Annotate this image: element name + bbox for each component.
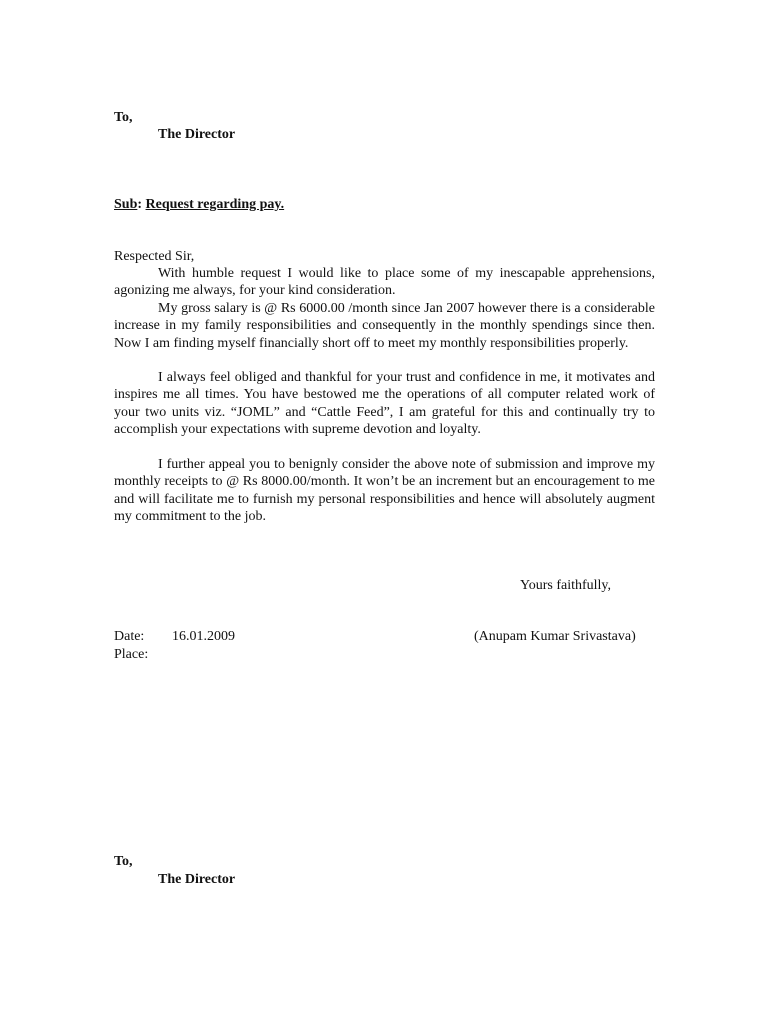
place-label: Place:	[114, 647, 149, 662]
subject-label: Sub	[114, 197, 138, 212]
subject-text: Request regarding pay.	[145, 197, 285, 212]
page2-to-label: To,	[114, 854, 133, 869]
date-value: 16.01.2009	[172, 629, 235, 644]
closing: Yours faithfully,	[520, 578, 612, 593]
to-label: To,	[114, 110, 133, 125]
body-paragraph-3: I always feel obliged and thankful for your trust and confidence in me, it motivates and inspires me all times. You have bestowed me the operations of all computer related work of your two units viz. “JOML” and “Cattle Feed”, I am grateful for this and continually try to accomplish your expectations with supreme devotion and loyalty.	[114, 370, 655, 438]
body-paragraph-1: With humble request I would like to place some of my inescapable apprehensions, agonizing me always, for your kind consideration.	[114, 266, 655, 299]
subject-colon: :	[137, 197, 143, 212]
recipient: The Director	[158, 127, 236, 142]
salutation: Respected Sir,	[114, 249, 195, 264]
body-paragraph-4: I further appeal you to benignly consider the above note of submission and improve my monthly receipts to @ Rs 8000.00/month. It won’t be an increment but an encouragement to me and will facilitate me to furnish my personal responsibilities and hence will absolutely augment my commitment to the job.	[114, 457, 655, 525]
date-label: Date:	[114, 629, 145, 644]
subject-line	[114, 196, 284, 213]
body-paragraph-2: My gross salary is @ Rs 6000.00 /month since Jan 2007 however there is a considerable increase in my family responsibilities and consequently in the monthly spendings since then. Now I am finding myself financially short off to meet my monthly responsibilities properly.	[114, 301, 655, 351]
page2-recipient: The Director	[158, 872, 236, 887]
signatory-name: (Anupam Kumar Srivastava)	[474, 629, 636, 644]
